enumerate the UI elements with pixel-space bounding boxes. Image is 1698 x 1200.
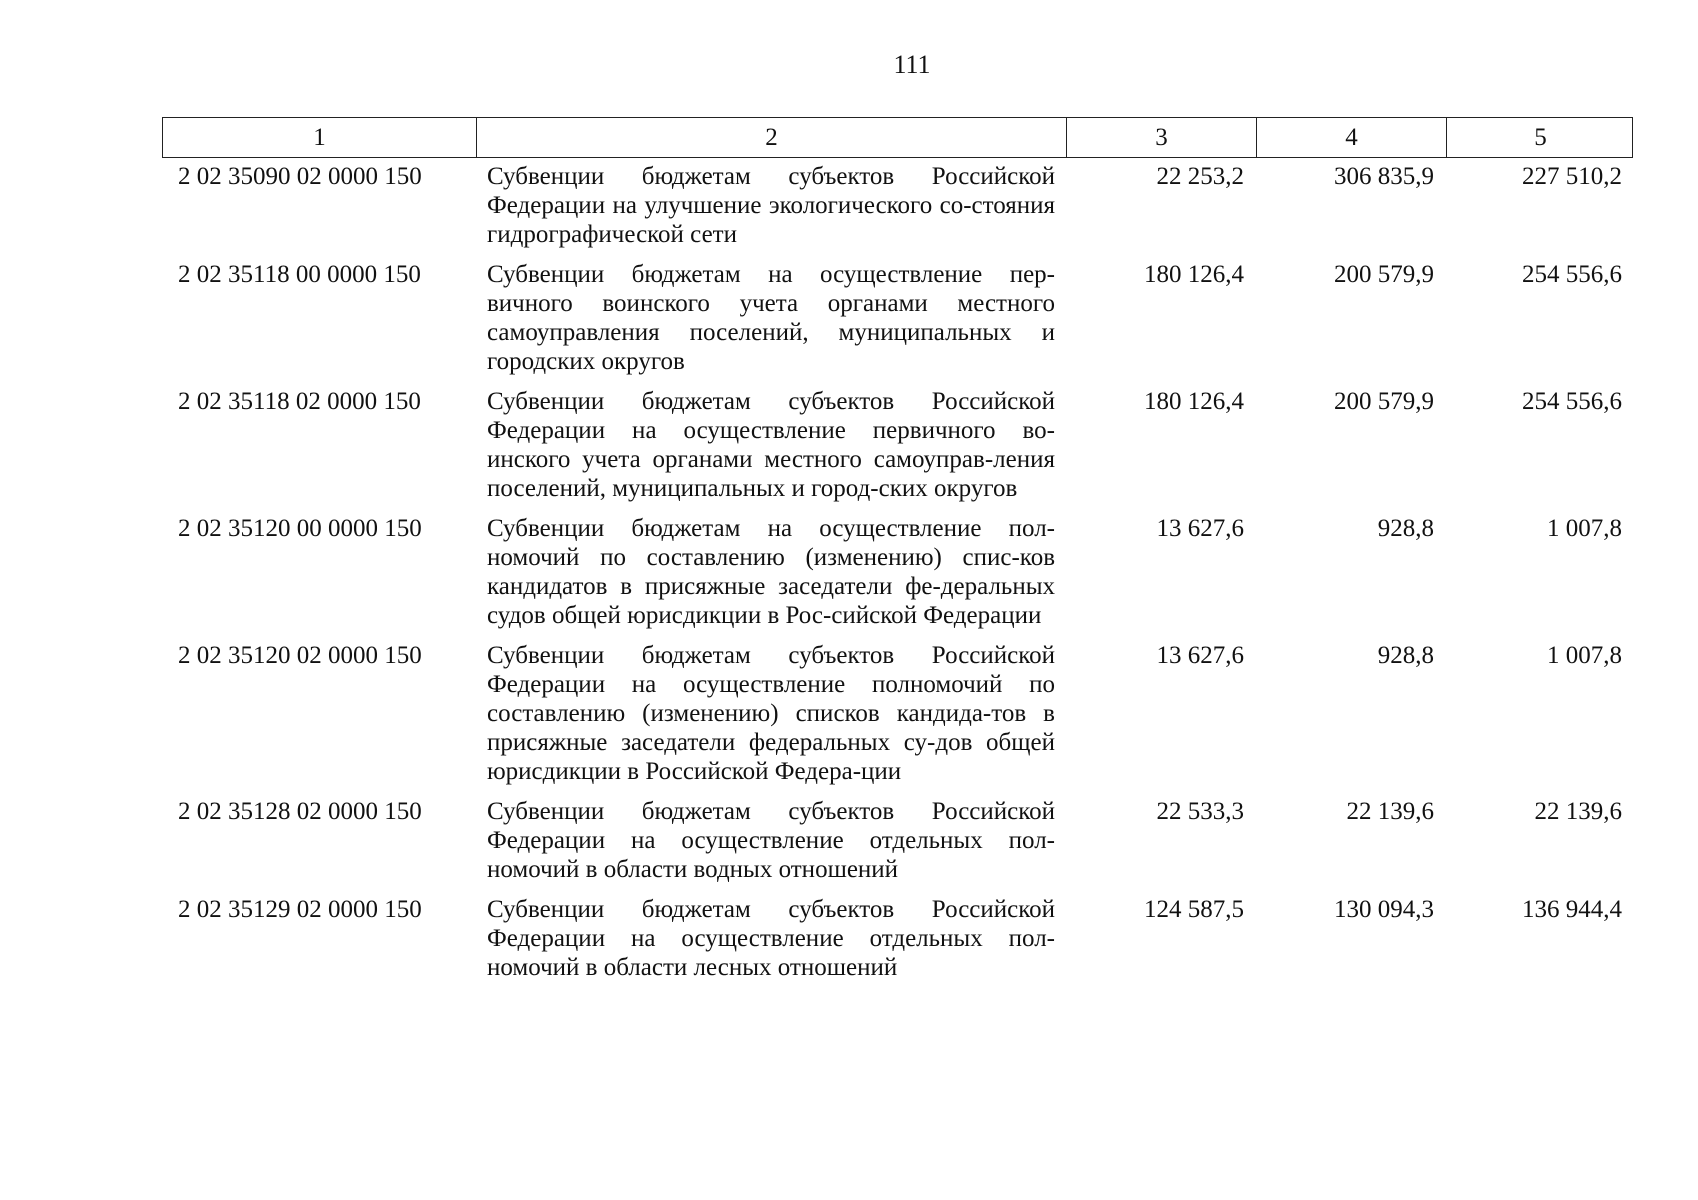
budget-code: 2 02 35118 00 0000 150 <box>178 261 421 288</box>
budget-code: 2 02 35090 02 0000 150 <box>178 163 422 190</box>
value-col5: 136 944,4 <box>1522 896 1622 923</box>
table-body <box>162 162 1633 993</box>
table-row <box>162 514 1633 630</box>
value-col5: 254 556,6 <box>1522 388 1622 415</box>
table-row <box>162 797 1633 884</box>
column-header-5: 5 <box>1446 118 1634 157</box>
value-col5: 254 556,6 <box>1522 261 1622 288</box>
table-row <box>162 641 1633 786</box>
budget-code: 2 02 35120 02 0000 150 <box>178 642 422 669</box>
page-number: 111 <box>893 50 931 79</box>
value-col3: 13 627,6 <box>1156 515 1244 542</box>
value-col4: 928,8 <box>1377 642 1434 669</box>
value-col3: 180 126,4 <box>1144 388 1244 415</box>
value-col3: 22 253,2 <box>1156 163 1244 190</box>
table-row <box>162 387 1633 503</box>
budget-code: 2 02 35120 00 0000 150 <box>178 515 422 542</box>
row-description: Субвенции бюджетам на осуществление пер-вичного воинского учета органами местного самоуправления поселений, муниципальных и городских округов <box>487 261 1055 375</box>
value-col4: 22 139,6 <box>1346 798 1434 825</box>
table-row <box>162 162 1633 249</box>
budget-code: 2 02 35128 02 0000 150 <box>178 798 422 825</box>
value-col3: 13 627,6 <box>1156 642 1244 669</box>
column-header-1: 1 <box>313 124 326 151</box>
value-col5: 227 510,2 <box>1522 163 1622 190</box>
row-description: Субвенции бюджетам субъектов Российской Федерации на осуществление отдельных пол-номочий в области водных отношений <box>487 798 1055 883</box>
value-col3: 22 533,3 <box>1156 798 1244 825</box>
row-description: Субвенции бюджетам субъектов Российской Федерации на осуществление отдельных пол-номочий в области лесных отношений <box>487 896 1055 981</box>
row-description: Субвенции бюджетам субъектов Российской Федерации на осуществление первичного во-инского учета органами местного самоуправ-ления поселений, муниципальных и город-ских округов <box>487 388 1055 502</box>
column-header-2: 2 <box>476 118 1066 157</box>
value-col5: 1 007,8 <box>1547 515 1622 542</box>
row-description: Субвенции бюджетам субъектов Российской Федерации на улучшение экологического со-стояния гидрографической сети <box>487 163 1055 248</box>
row-description: Субвенции бюджетам субъектов Российской Федерации на осуществление полномочий по составлению (изменению) списков кандида-тов в присяжные заседатели федеральных су-дов общей юрисдикции в Российской Федера-ции <box>487 642 1055 785</box>
budget-code: 2 02 35129 02 0000 150 <box>178 896 422 923</box>
table-row <box>162 895 1633 982</box>
row-description: Субвенции бюджетам на осуществление пол-номочий по составлению (изменению) спис-ков кандидатов в присяжные заседатели фе-деральных судов общей юрисдикции в Рос-сийской Федерации <box>487 515 1055 629</box>
value-col3: 124 587,5 <box>1144 896 1244 923</box>
table-header <box>162 117 1633 158</box>
value-col4: 200 579,9 <box>1334 261 1434 288</box>
column-header-4: 4 <box>1256 118 1446 157</box>
value-col5: 1 007,8 <box>1547 642 1622 669</box>
budget-code: 2 02 35118 02 0000 150 <box>178 388 421 415</box>
value-col4: 306 835,9 <box>1334 163 1434 190</box>
value-col4: 928,8 <box>1377 515 1434 542</box>
value-col4: 200 579,9 <box>1334 388 1434 415</box>
value-col3: 180 126,4 <box>1144 261 1244 288</box>
column-header-3: 3 <box>1066 118 1256 157</box>
table-row <box>162 260 1633 376</box>
value-col5: 22 139,6 <box>1534 798 1622 825</box>
value-col4: 130 094,3 <box>1334 896 1434 923</box>
